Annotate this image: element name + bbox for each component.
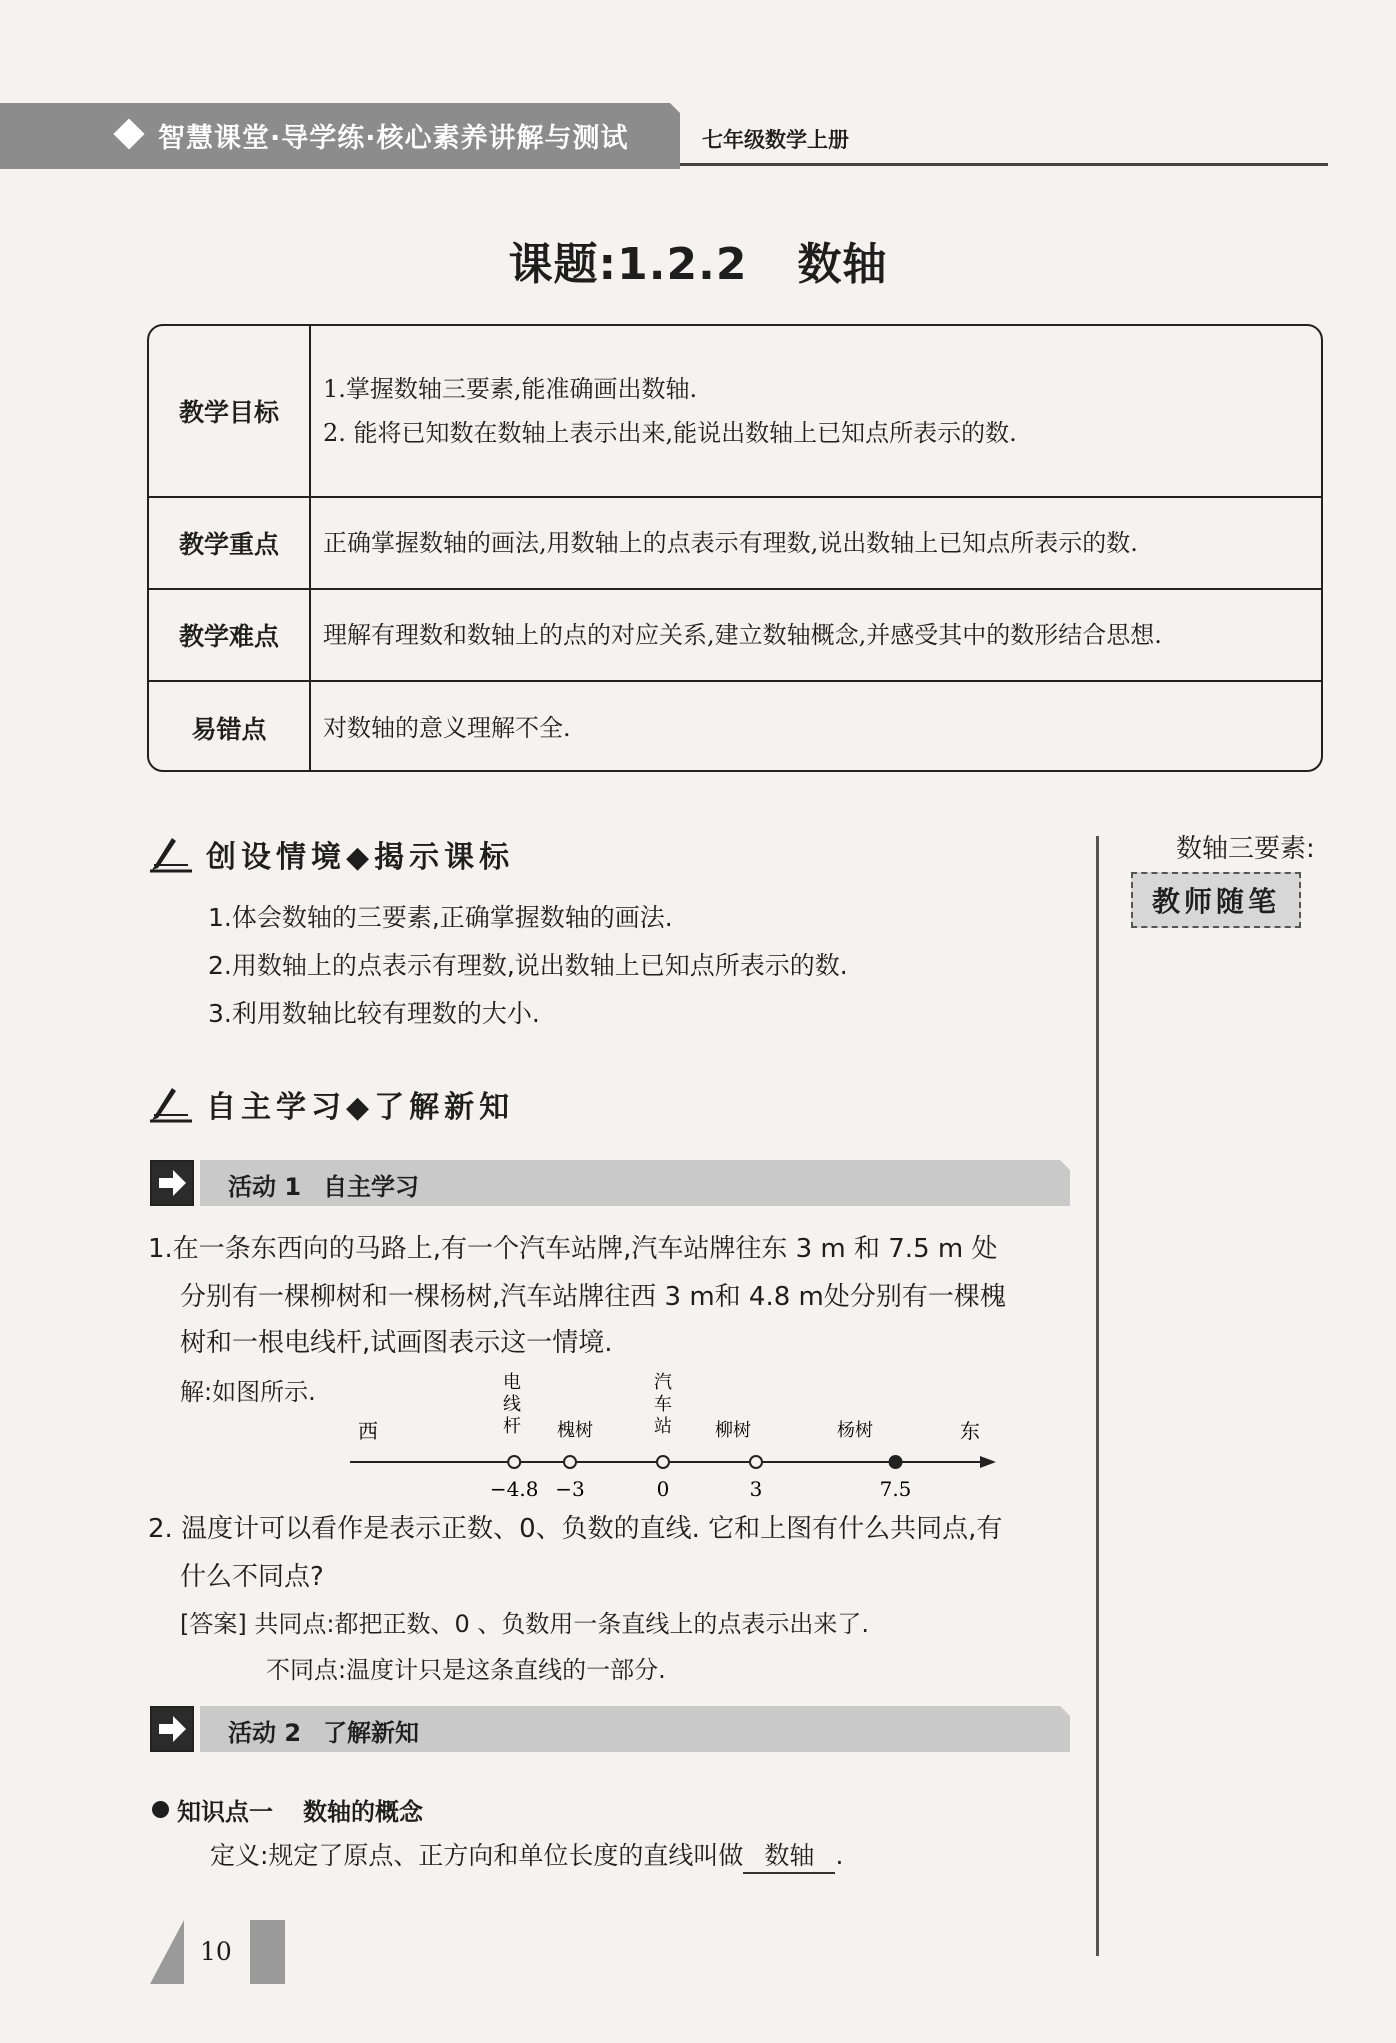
section-title: 创设情境◆揭示课标	[206, 840, 515, 875]
activity-bar	[150, 1706, 1070, 1752]
definition-blank: 数轴	[743, 1836, 835, 1874]
objective-item: 1.体会数轴的三要素,正确掌握数轴的画法.	[208, 903, 673, 932]
goal-label: 教学重点	[149, 498, 311, 588]
number-line-point	[508, 1456, 520, 1468]
activity-title	[228, 1167, 419, 1202]
number-line-point	[564, 1456, 576, 1468]
goal-line: 1.掌握数轴三要素,能准确画出数轴.	[323, 375, 698, 403]
section-title: 自主学习◆了解新知	[206, 1090, 515, 1125]
goal-label: 教学目标	[149, 326, 311, 496]
knowledge-point	[152, 1792, 423, 1827]
station-label: 汽	[654, 1372, 672, 1393]
goal-content	[311, 498, 1321, 588]
number-line-point	[750, 1456, 762, 1468]
lesson-name: 数轴	[797, 239, 888, 290]
activity-number: 活动 2	[228, 1719, 302, 1747]
east-label: 东	[960, 1419, 980, 1443]
pole-label: 电	[503, 1372, 521, 1393]
lesson-title	[0, 228, 1396, 292]
goal-label: 教学难点	[149, 590, 311, 680]
pencil-icon	[148, 1084, 194, 1124]
question-line: 树和一根电线杆,试画图表示这一情境.	[180, 1328, 613, 1358]
goal-content	[311, 590, 1321, 680]
question-line: 2. 温度计可以看作是表示正数、0、负数的直线. 它和上图有什么共同点,有	[148, 1514, 1003, 1544]
number-line-point	[657, 1456, 669, 1468]
bullet-icon	[152, 1801, 169, 1818]
goals-table	[147, 324, 1323, 772]
series-title: 智慧课堂·导学练·核心素养讲解与测试	[158, 123, 629, 154]
activity-number: 活动 1	[228, 1173, 302, 1201]
liu-label: 柳树	[715, 1420, 751, 1441]
book-title: 七年级数学上册	[702, 128, 849, 152]
goal-line: 对数轴的意义理解不全.	[323, 714, 571, 742]
tick-label: −3	[555, 1477, 585, 1501]
goal-row	[149, 588, 1321, 680]
arrow-icon	[150, 1160, 194, 1206]
huai-label: 槐树	[557, 1420, 593, 1441]
axis-arrowhead	[980, 1456, 996, 1468]
answer-text: 不同点:温度计只是这条直线的一部分.	[266, 1656, 666, 1684]
question-line: 什么不同点?	[180, 1562, 324, 1592]
sidebar-rule	[1096, 836, 1099, 1956]
goal-line: 正确掌握数轴的画法,用数轴上的点表示有理数,说出数轴上已知点所表示的数.	[323, 529, 1138, 557]
goal-row	[149, 496, 1321, 588]
teacher-notes-badge: 教师随笔	[1131, 872, 1301, 928]
station-label: 站	[654, 1416, 672, 1437]
goal-line: 2. 能将已知数在数轴上表示出来,能说出数轴上已知点所表示的数.	[323, 419, 1017, 447]
goal-content	[311, 326, 1321, 496]
goal-label: 易错点	[149, 682, 311, 772]
objective-item: 3.利用数轴比较有理数的大小.	[208, 999, 540, 1028]
pencil-icon	[148, 834, 194, 874]
section-heading	[148, 832, 514, 876]
lesson-label: 课题:1.2.2	[508, 239, 748, 290]
activity-title	[228, 1713, 419, 1748]
sidebar-label: 数轴三要素:	[1176, 834, 1315, 864]
tick-label: 7.5	[879, 1477, 912, 1501]
station-label: 车	[654, 1394, 672, 1415]
activity-name: 自主学习	[323, 1173, 420, 1201]
goal-row	[149, 326, 1321, 496]
yang-label: 杨树	[837, 1420, 873, 1441]
definition-text: 定义:规定了原点、正方向和单位长度的直线叫做	[210, 1841, 744, 1870]
section-heading	[148, 1082, 514, 1126]
west-label: 西	[358, 1419, 378, 1443]
answer-text: [答案] 共同点:都把正数、0 、负数用一条直线上的点表示出来了.	[180, 1610, 869, 1638]
activity-bar	[150, 1160, 1070, 1206]
number-line-point	[890, 1456, 902, 1468]
goal-row	[149, 680, 1321, 772]
goal-line: 理解有理数和数轴上的点的对应关系,建立数轴概念,并感受其中的数形结合思想.	[323, 621, 1162, 649]
pole-label: 线	[503, 1394, 521, 1415]
tick-label: 3	[749, 1477, 763, 1501]
header-rule	[680, 163, 1328, 166]
knowledge-point-title: 数轴的概念	[303, 1798, 423, 1826]
knowledge-point-number: 知识点一	[177, 1798, 273, 1826]
tick-label: 0	[656, 1477, 670, 1501]
goal-content	[311, 682, 1321, 772]
pole-label: 杆	[503, 1416, 521, 1437]
question-line: 分别有一棵柳树和一棵杨树,汽车站牌往西 3 m和 4.8 m处分别有一棵槐	[180, 1282, 1006, 1312]
tick-label: −4.8	[489, 1477, 539, 1501]
number-line-diagram	[340, 1368, 1000, 1508]
objective-item: 2.用数轴上的点表示有理数,说出数轴上已知点所表示的数.	[208, 951, 848, 980]
page-number: 10	[200, 1937, 232, 1966]
answer-text: 解:如图所示.	[180, 1378, 316, 1406]
activity-name: 了解新知	[323, 1719, 420, 1747]
definition	[210, 1836, 843, 1874]
arrow-icon	[150, 1706, 194, 1752]
question-line: 1.在一条东西向的马路上,有一个汽车站牌,汽车站牌往东 3 m 和 7.5 m 处	[148, 1234, 998, 1264]
definition-suffix: .	[835, 1841, 844, 1870]
